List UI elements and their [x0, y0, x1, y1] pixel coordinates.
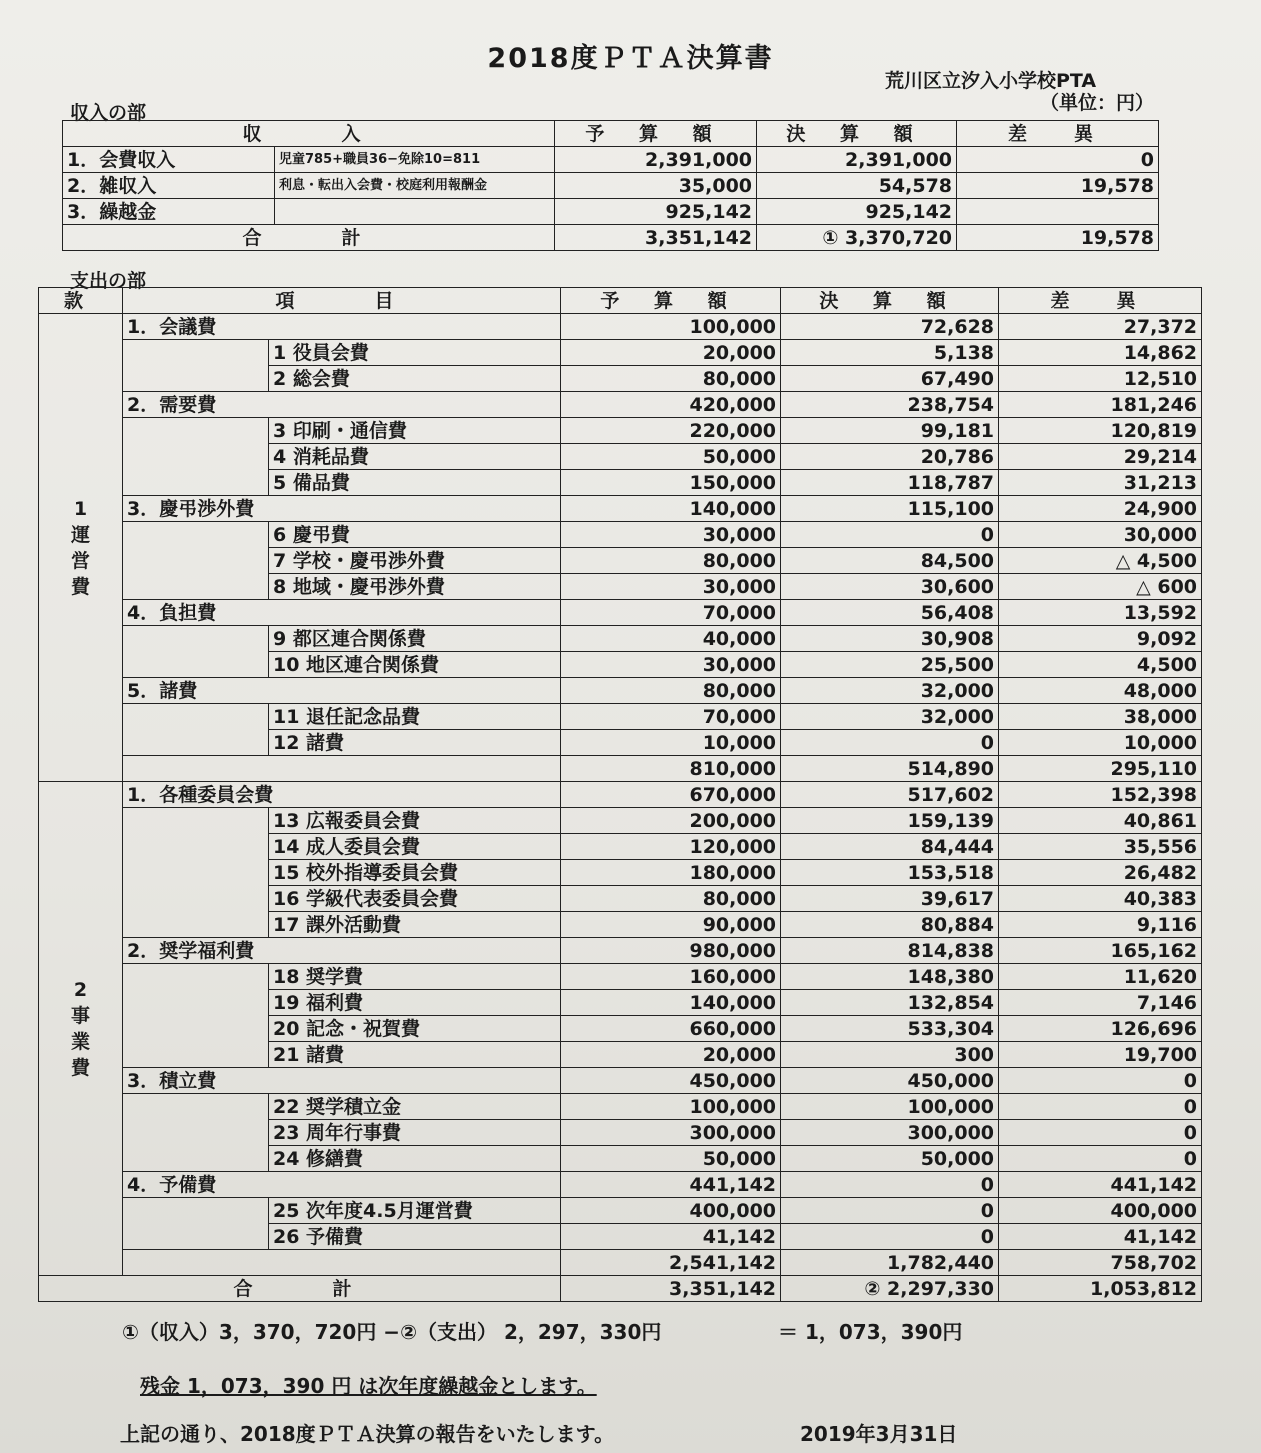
- expense-actual: 50,000: [781, 1146, 999, 1172]
- expense-row: [39, 860, 1202, 886]
- expense-row: [39, 964, 1202, 990]
- expense-diff: 27,372: [999, 314, 1202, 340]
- expense-diff: 38,000: [999, 704, 1202, 730]
- expense-diff: 13,592: [999, 600, 1202, 626]
- expense-budget: 420,000: [561, 392, 781, 418]
- expense-row: [39, 938, 1202, 964]
- expense-diff: 152,398: [999, 782, 1202, 808]
- category-spacer: [123, 652, 269, 678]
- income-diff: 0: [957, 147, 1159, 173]
- expense-actual: 514,890: [781, 756, 999, 782]
- category-spacer: [123, 808, 269, 834]
- expense-budget: 450,000: [561, 1068, 781, 1094]
- expense-row: [39, 444, 1202, 470]
- category-spacer: [123, 1198, 269, 1224]
- expense-diff: 40,383: [999, 886, 1202, 912]
- category-label: 2．需要費: [123, 392, 561, 418]
- item-label: 19 福利費: [269, 990, 561, 1016]
- category-label: 1．会議費: [123, 314, 561, 340]
- expense-actual: 132,854: [781, 990, 999, 1016]
- category-spacer: [123, 834, 269, 860]
- expense-row: [39, 1250, 1202, 1276]
- kan-business: [39, 782, 123, 1276]
- expense-row: [39, 912, 1202, 938]
- item-label: 6 慶弔費: [269, 522, 561, 548]
- expense-budget: 100,000: [561, 1094, 781, 1120]
- expense-actual: 67,490: [781, 366, 999, 392]
- expense-diff: 0: [999, 1146, 1202, 1172]
- expense-row: [39, 730, 1202, 756]
- income-table: [62, 120, 1159, 251]
- expense-row: [39, 626, 1202, 652]
- income-total-label: 合 計: [63, 225, 555, 251]
- expense-actual: 5,138: [781, 340, 999, 366]
- income-total-budget: 3,351,142: [555, 225, 757, 251]
- category-label: 1．各種委員会費: [123, 782, 561, 808]
- income-budget: 35,000: [555, 173, 757, 199]
- expense-actual: 118,787: [781, 470, 999, 496]
- item-label: 4 消耗品費: [269, 444, 561, 470]
- expense-table: [38, 287, 1202, 1302]
- expense-diff: 0: [999, 1120, 1202, 1146]
- expense-actual: 84,500: [781, 548, 999, 574]
- report-statement: 上記の通り、2018度ＰＴＡ決算の報告をいたします。: [120, 1422, 615, 1446]
- expense-budget: 441,142: [561, 1172, 781, 1198]
- income-note: 利息・転出入会費・校庭利用報酬金: [275, 173, 555, 199]
- expense-total-label: 合 計: [39, 1276, 561, 1302]
- category-spacer: [123, 912, 269, 938]
- school-name: 荒川区立汐入小学校PTA: [885, 70, 1097, 92]
- expense-actual: 80,884: [781, 912, 999, 938]
- income-note: 児童785+職員36−免除10=811: [275, 147, 555, 173]
- expense-diff: 9,116: [999, 912, 1202, 938]
- expense-row: [39, 1146, 1202, 1172]
- category-spacer: [123, 340, 269, 366]
- expense-budget: 160,000: [561, 964, 781, 990]
- expense-budget: 660,000: [561, 1016, 781, 1042]
- expense-row: [39, 834, 1202, 860]
- expense-budget: 300,000: [561, 1120, 781, 1146]
- item-label: 2 総会費: [269, 366, 561, 392]
- expense-actual: 32,000: [781, 704, 999, 730]
- expense-actual: 159,139: [781, 808, 999, 834]
- expense-diff: 48,000: [999, 678, 1202, 704]
- kan-operating: [39, 314, 123, 782]
- expense-actual: 0: [781, 1172, 999, 1198]
- expense-row: [39, 808, 1202, 834]
- expense-actual: 0: [781, 1224, 999, 1250]
- expense-diff: 30,000: [999, 522, 1202, 548]
- expense-budget: 2,541,142: [561, 1250, 781, 1276]
- expense-actual: 99,181: [781, 418, 999, 444]
- category-spacer: [123, 522, 269, 548]
- category-spacer: [123, 704, 269, 730]
- expense-budget: 140,000: [561, 496, 781, 522]
- header-income: 収 入: [63, 121, 555, 147]
- expense-row: [39, 756, 1202, 782]
- item-label: 24 修繕費: [269, 1146, 561, 1172]
- expense-budget: 20,000: [561, 1042, 781, 1068]
- expense-row: [39, 574, 1202, 600]
- header-budget: 予 算 額: [555, 121, 757, 147]
- category-spacer: [123, 964, 269, 990]
- category-spacer: [123, 574, 269, 600]
- income-total-diff: 19,578: [957, 225, 1159, 251]
- expense-budget: 810,000: [561, 756, 781, 782]
- header-kan: 款: [39, 288, 123, 314]
- item-label: 3 印刷・通信費: [269, 418, 561, 444]
- category-spacer: [123, 470, 269, 496]
- item-label: 16 学級代表委員会費: [269, 886, 561, 912]
- income-budget: 2,391,000: [555, 147, 757, 173]
- expense-budget: 200,000: [561, 808, 781, 834]
- expense-row: [39, 392, 1202, 418]
- item-label: 12 諸費: [269, 730, 561, 756]
- category-spacer: [123, 1224, 269, 1250]
- expense-diff: 19,700: [999, 1042, 1202, 1068]
- expense-budget: 400,000: [561, 1198, 781, 1224]
- expense-row: [39, 1198, 1202, 1224]
- expense-row: [39, 600, 1202, 626]
- item-label: 1 役員会費: [269, 340, 561, 366]
- expense-actual: 115,100: [781, 496, 999, 522]
- expense-diff: 10,000: [999, 730, 1202, 756]
- expense-actual: 0: [781, 730, 999, 756]
- category-label: 4．予備費: [123, 1172, 561, 1198]
- income-actual: 2,391,000: [757, 147, 957, 173]
- expense-budget: 50,000: [561, 1146, 781, 1172]
- expense-row: [39, 314, 1202, 340]
- expense-actual: 56,408: [781, 600, 999, 626]
- expense-budget: 30,000: [561, 574, 781, 600]
- item-label: 20 記念・祝賀費: [269, 1016, 561, 1042]
- header-item: 項 目: [123, 288, 561, 314]
- category-spacer: [123, 886, 269, 912]
- expense-budget: 80,000: [561, 548, 781, 574]
- expense-diff: △ 4,500: [999, 548, 1202, 574]
- expense-diff: 9,092: [999, 626, 1202, 652]
- carryover-note: 残金 1，073，390 円 は次年度繰越金とします。: [140, 1374, 597, 1398]
- item-label: 26 予備費: [269, 1224, 561, 1250]
- category-spacer: [123, 418, 269, 444]
- expense-diff: 41,142: [999, 1224, 1202, 1250]
- expense-row: [39, 678, 1202, 704]
- expense-row: [39, 522, 1202, 548]
- income-total-actual: ① 3,370,720: [757, 225, 957, 251]
- expense-row: [39, 990, 1202, 1016]
- expense-actual: 300,000: [781, 1120, 999, 1146]
- income-total-row: [63, 225, 1159, 251]
- expense-row: [39, 470, 1202, 496]
- item-label: 8 地域・慶弔渉外費: [269, 574, 561, 600]
- category-spacer: [123, 860, 269, 886]
- income-label: 3．繰越金: [63, 199, 275, 225]
- expense-budget: 80,000: [561, 886, 781, 912]
- expense-actual: 0: [781, 522, 999, 548]
- expense-actual: 148,380: [781, 964, 999, 990]
- category-spacer: [123, 1120, 269, 1146]
- expense-actual: 25,500: [781, 652, 999, 678]
- expense-diff: 26,482: [999, 860, 1202, 886]
- kan-business-text: 2事業費: [71, 978, 91, 1079]
- expense-actual: 20,786: [781, 444, 999, 470]
- expense-diff: 7,146: [999, 990, 1202, 1016]
- income-section-title: 収入の部: [70, 102, 147, 124]
- category-label: 3．慶弔渉外費: [123, 496, 561, 522]
- category-spacer: [123, 730, 269, 756]
- kan-operating-text: 1運営費: [71, 497, 91, 598]
- expense-diff: 29,214: [999, 444, 1202, 470]
- expense-diff: 35,556: [999, 834, 1202, 860]
- expense-actual: 0: [781, 1198, 999, 1224]
- item-label: 23 周年行事費: [269, 1120, 561, 1146]
- expense-total-row: [39, 1276, 1202, 1302]
- item-label: 18 奨学費: [269, 964, 561, 990]
- expense-actual: 32,000: [781, 678, 999, 704]
- expense-budget: 30,000: [561, 522, 781, 548]
- expense-diff: 441,142: [999, 1172, 1202, 1198]
- item-label: 5 備品費: [269, 470, 561, 496]
- category-spacer: [123, 366, 269, 392]
- expense-row: [39, 418, 1202, 444]
- expense-diff: 24,900: [999, 496, 1202, 522]
- header-actual: 決 算 額: [757, 121, 957, 147]
- header-diff: 差 異: [999, 288, 1202, 314]
- expense-diff: 295,110: [999, 756, 1202, 782]
- expense-diff: 12,510: [999, 366, 1202, 392]
- item-label: 25 次年度4.5月運営費: [269, 1198, 561, 1224]
- expense-budget: 670,000: [561, 782, 781, 808]
- income-row: [63, 199, 1159, 225]
- item-label: 7 学校・慶弔渉外費: [269, 548, 561, 574]
- header-diff: 差 異: [957, 121, 1159, 147]
- expense-actual: 300: [781, 1042, 999, 1068]
- report-date: 2019年3月31日: [800, 1422, 958, 1446]
- expense-diff: 14,862: [999, 340, 1202, 366]
- formula-text: ①（収入）3，370，720円 −②（支出） 2，297，330円: [122, 1320, 662, 1344]
- income-actual: 925,142: [757, 199, 957, 225]
- expense-actual: 238,754: [781, 392, 999, 418]
- expense-row: [39, 1094, 1202, 1120]
- item-label: 14 成人委員会費: [269, 834, 561, 860]
- expense-row: [39, 340, 1202, 366]
- category-spacer: [123, 548, 269, 574]
- item-label: 21 諸費: [269, 1042, 561, 1068]
- category-spacer: [123, 990, 269, 1016]
- expense-row: [39, 1224, 1202, 1250]
- income-diff: [957, 199, 1159, 225]
- expense-section-title: 支出の部: [70, 270, 147, 292]
- expense-budget: 30,000: [561, 652, 781, 678]
- expense-budget: 100,000: [561, 314, 781, 340]
- header-budget: 予 算 額: [561, 288, 781, 314]
- header-actual: 決 算 額: [781, 288, 999, 314]
- income-budget: 925,142: [555, 199, 757, 225]
- category-label: 4．負担費: [123, 600, 561, 626]
- expense-diff: 126,696: [999, 1016, 1202, 1042]
- expense-budget: 10,000: [561, 730, 781, 756]
- category-spacer: [123, 1146, 269, 1172]
- expense-diff: 40,861: [999, 808, 1202, 834]
- expense-diff: 120,819: [999, 418, 1202, 444]
- expense-budget: 20,000: [561, 340, 781, 366]
- expense-actual: 517,602: [781, 782, 999, 808]
- expense-budget: 180,000: [561, 860, 781, 886]
- expense-actual: 1,782,440: [781, 1250, 999, 1276]
- item-label: 10 地区連合関係費: [269, 652, 561, 678]
- expense-actual: 100,000: [781, 1094, 999, 1120]
- item-label: 17 課外活動費: [269, 912, 561, 938]
- expense-budget: 150,000: [561, 470, 781, 496]
- expense-budget: 70,000: [561, 600, 781, 626]
- expense-actual: 30,600: [781, 574, 999, 600]
- expense-actual: 153,518: [781, 860, 999, 886]
- expense-row: [39, 1120, 1202, 1146]
- expense-total-actual: ② 2,297,330: [781, 1276, 999, 1302]
- item-label: 11 退任記念品費: [269, 704, 561, 730]
- item-label: 15 校外指導委員会費: [269, 860, 561, 886]
- expense-row: [39, 366, 1202, 392]
- expense-budget: 40,000: [561, 626, 781, 652]
- expense-budget: 70,000: [561, 704, 781, 730]
- expense-actual: 30,908: [781, 626, 999, 652]
- expense-budget: 50,000: [561, 444, 781, 470]
- expense-diff: 31,213: [999, 470, 1202, 496]
- document-title: 2018度ＰＴＡ決算書: [487, 43, 774, 74]
- expense-header-row: [39, 288, 1202, 314]
- expense-budget: 120,000: [561, 834, 781, 860]
- expense-actual: 450,000: [781, 1068, 999, 1094]
- expense-row: [39, 496, 1202, 522]
- income-row: [63, 173, 1159, 199]
- expense-row: [39, 782, 1202, 808]
- income-diff: 19,578: [957, 173, 1159, 199]
- item-label: 22 奨学積立金: [269, 1094, 561, 1120]
- expense-total-diff: 1,053,812: [999, 1276, 1202, 1302]
- expense-actual: 533,304: [781, 1016, 999, 1042]
- income-actual: 54,578: [757, 173, 957, 199]
- expense-diff: 0: [999, 1068, 1202, 1094]
- expense-actual: 814,838: [781, 938, 999, 964]
- item-label: 13 広報委員会費: [269, 808, 561, 834]
- expense-diff: 400,000: [999, 1198, 1202, 1224]
- category-spacer: [123, 626, 269, 652]
- item-label: 9 都区連合関係費: [269, 626, 561, 652]
- category-label: 3．積立費: [123, 1068, 561, 1094]
- category-spacer: [123, 1042, 269, 1068]
- expense-diff: 4,500: [999, 652, 1202, 678]
- expense-budget: 80,000: [561, 366, 781, 392]
- expense-budget: 80,000: [561, 678, 781, 704]
- expense-row: [39, 1068, 1202, 1094]
- expense-row: [39, 704, 1202, 730]
- subtotal-label: [123, 1250, 561, 1276]
- expense-actual: 72,628: [781, 314, 999, 340]
- expense-row: [39, 1172, 1202, 1198]
- formula-result: ＝ 1，073，390円: [778, 1320, 963, 1344]
- income-header-row: [63, 121, 1159, 147]
- expense-budget: 90,000: [561, 912, 781, 938]
- expense-total-budget: 3,351,142: [561, 1276, 781, 1302]
- expense-actual: 39,617: [781, 886, 999, 912]
- expense-diff: 0: [999, 1094, 1202, 1120]
- expense-budget: 980,000: [561, 938, 781, 964]
- expense-budget: 140,000: [561, 990, 781, 1016]
- expense-row: [39, 548, 1202, 574]
- expense-diff: 165,162: [999, 938, 1202, 964]
- category-label: 5．諸費: [123, 678, 561, 704]
- income-note: [275, 199, 555, 225]
- expense-diff: 181,246: [999, 392, 1202, 418]
- subtotal-label: [123, 756, 561, 782]
- category-spacer: [123, 1094, 269, 1120]
- income-label: 2．雑収入: [63, 173, 275, 199]
- expense-diff: 11,620: [999, 964, 1202, 990]
- unit-label: （単位：円）: [1040, 92, 1155, 114]
- category-spacer: [123, 444, 269, 470]
- expense-budget: 41,142: [561, 1224, 781, 1250]
- income-row: [63, 147, 1159, 173]
- expense-row: [39, 1016, 1202, 1042]
- expense-row: [39, 652, 1202, 678]
- expense-row: [39, 1042, 1202, 1068]
- expense-row: [39, 886, 1202, 912]
- expense-diff: △ 600: [999, 574, 1202, 600]
- category-spacer: [123, 1016, 269, 1042]
- expense-actual: 84,444: [781, 834, 999, 860]
- income-label: 1．会費収入: [63, 147, 275, 173]
- category-label: 2．奨学福利費: [123, 938, 561, 964]
- expense-budget: 220,000: [561, 418, 781, 444]
- expense-diff: 758,702: [999, 1250, 1202, 1276]
